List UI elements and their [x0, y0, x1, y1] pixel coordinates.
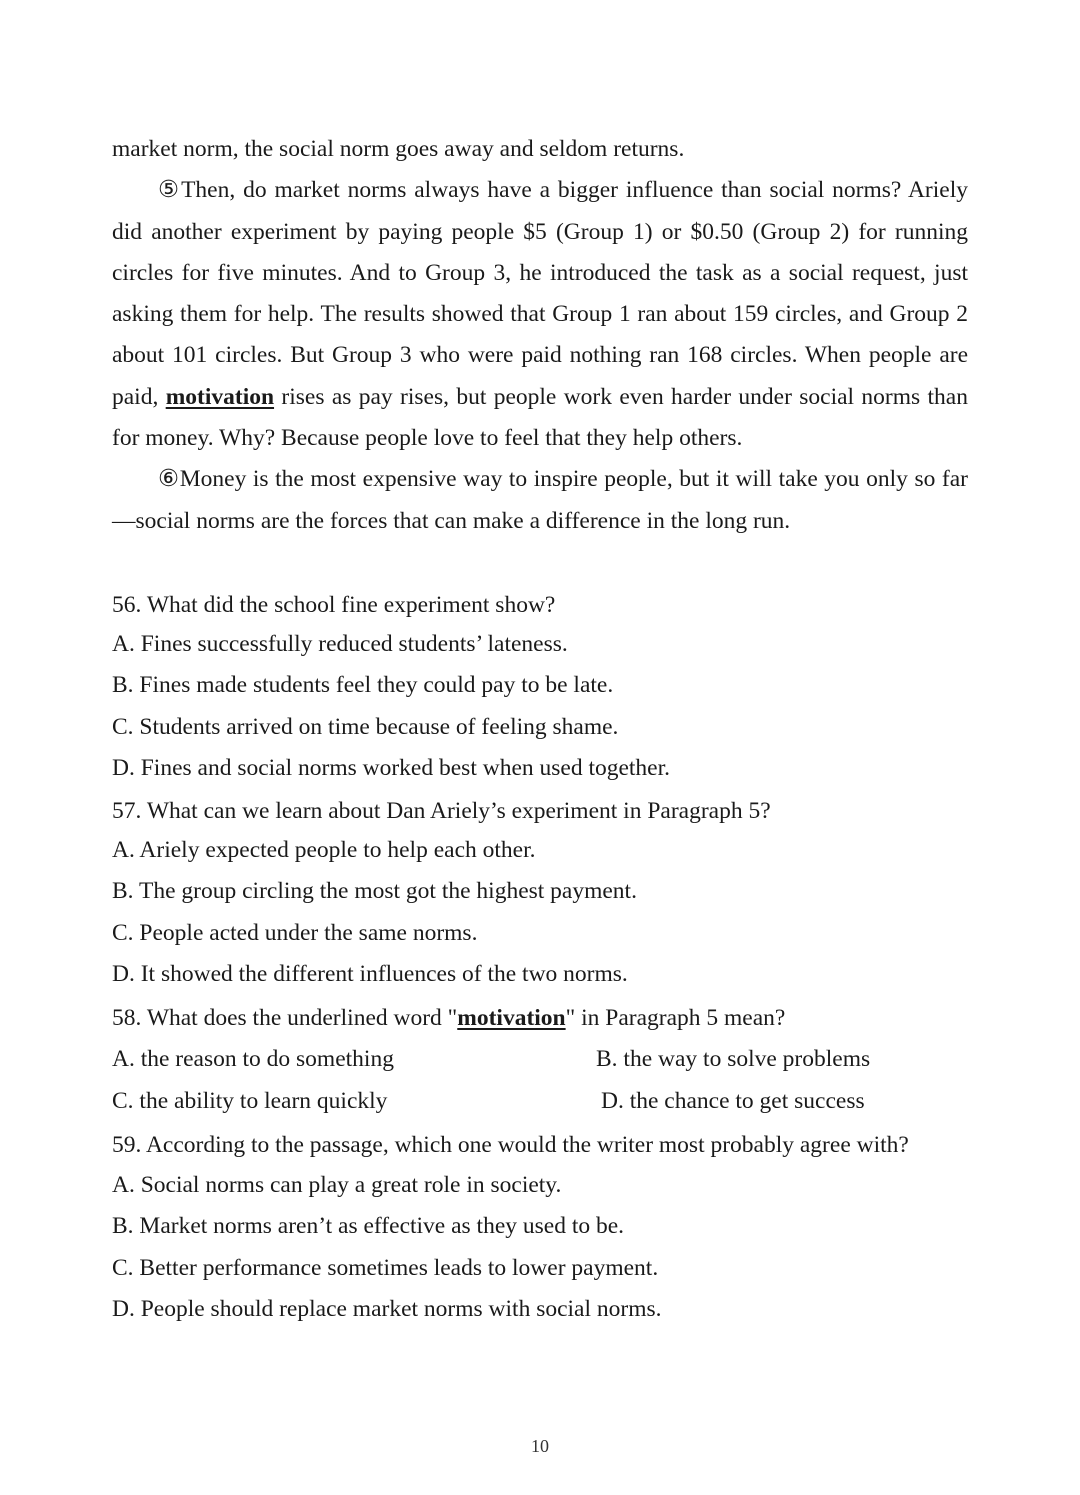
question-57-stem: 57. What can we learn about Dan Ariely’s experiment in Paragraph 5?	[112, 798, 771, 825]
question-57-option-b: B. The group circling the most got the highest payment.	[112, 878, 637, 905]
question-59-option-a: A. Social norms can play a great role in society.	[112, 1171, 562, 1198]
question-56-stem: 56. What did the school fine experiment show?	[112, 592, 556, 618]
question-58-option-c: C. the ability to learn quickly	[112, 1087, 388, 1114]
paragraph-5-text-after: rises as pay rises, but people work even harder under social norms than for money. Why? Because people love to feel that they help others.	[112, 383, 968, 452]
question-59-option-c: C. Better performance sometimes leads to lower payment.	[112, 1254, 659, 1281]
question-58	[112, 998, 968, 1122]
question-list	[112, 586, 968, 1333]
question-58-stem	[112, 998, 968, 1039]
question-58-option-a: A. the reason to do something	[112, 1046, 394, 1073]
question-56-option-d: D. Fines and social norms worked best when used together.	[112, 754, 671, 781]
reading-passage	[112, 129, 968, 542]
question-58-option-b: B. the way to solve problems	[596, 1046, 871, 1073]
question-58-options-row-1	[112, 1039, 968, 1080]
question-57	[112, 792, 968, 995]
question-59-option-b: B. Market norms aren’t as effective as they used to be.	[112, 1213, 625, 1240]
question-56	[112, 586, 968, 789]
question-58-stem-after: " in Paragraph 5 mean?	[565, 1005, 786, 1032]
question-59-option-d: D. People should replace market norms with social norms.	[112, 1295, 662, 1322]
question-58-underlined-word: motivation	[457, 1005, 566, 1032]
question-56-option-a: A. Fines successfully reduced students’ lateness.	[112, 631, 568, 657]
paragraph-4-tail: market norm, the social norm goes away and seldom returns.	[112, 136, 685, 162]
question-58-option-d: D. the chance to get success	[601, 1087, 865, 1114]
underlined-word-motivation: motivation	[165, 383, 275, 410]
question-59-stem: 59. According to the passage, which one would the writer most probably agree with?	[112, 1131, 909, 1158]
question-56-option-b: B. Fines made students feel they could pay to be late.	[112, 672, 614, 699]
question-57-option-c: C. People acted under the same norms.	[112, 919, 478, 946]
page-number: 10	[531, 1436, 549, 1456]
question-59	[112, 1125, 968, 1330]
question-58-stem-before: 58. What does the underlined word "	[112, 1005, 458, 1032]
question-58-options-row-2	[112, 1081, 968, 1122]
paragraph-5	[112, 170, 968, 459]
paragraph-5-text-before: ⑤Then, do market norms always have a bigger influence than social norms? Ariely did another experiment by paying people $5 (Group 1) or $0.50 (Group 2) for running circles for five minutes. And to Group 3, he introduced the task as a social request, just asking them for help. The results showed that Group 1 ran about 159 circles, and Group 2 about 101 circles. But Group 3 who were paid nothing ran 168 circles. When people are paid,	[112, 177, 968, 410]
paragraph-6: ⑥Money is the most expensive way to inspire people, but it will take you only so far—social norms are the forces that can make a difference in the long run.	[112, 466, 968, 534]
question-57-option-d: D. It showed the different influences of the two norms.	[112, 961, 628, 988]
question-56-option-c: C. Students arrived on time because of feeling shame.	[112, 713, 619, 740]
question-57-option-a: A. Ariely expected people to help each other.	[112, 837, 536, 864]
